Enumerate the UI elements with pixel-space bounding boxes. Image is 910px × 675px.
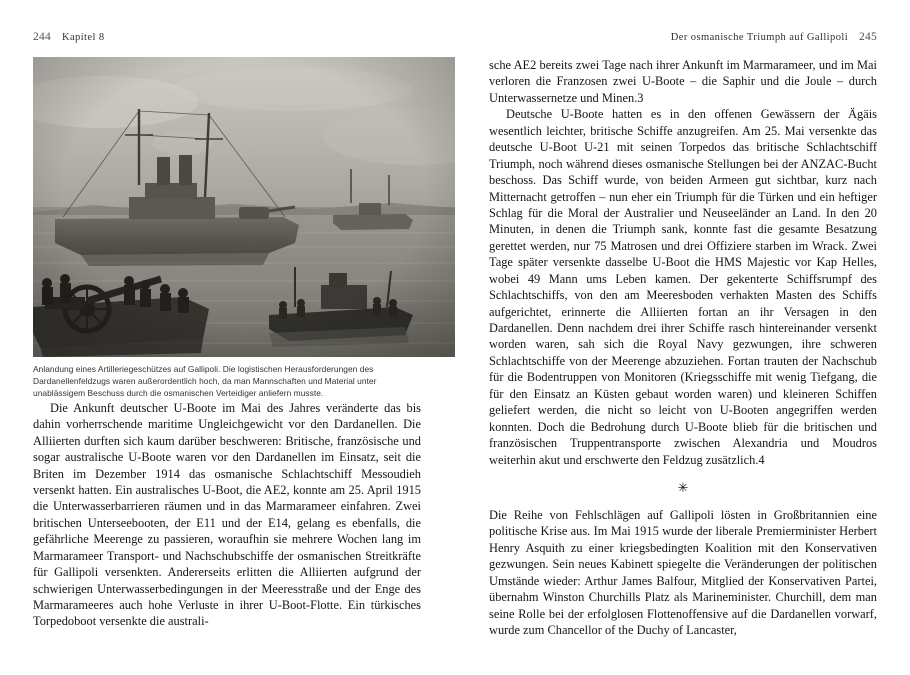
left-page-column [33,57,421,630]
gallipoli-artillery-landing-photo [33,57,455,357]
figure-block [33,57,455,400]
figure-caption: Anlandung eines Artilleriegeschützes auf Gallipoli. Die logistischen Herausforderungen des Dardanellenfeldzugs waren außerordentlich hoch, da man Mannschaften und Material unter unablässigem Beschuss durch die osmanischen Verteidiger anliefern musste. [33,364,377,398]
folio-right: 245 [859,31,877,43]
right-page-column [489,57,877,638]
folio-left: 244 [33,31,51,43]
chapter-label-right: Der osmanische Triumph auf Gallipoli [670,32,849,43]
left-paragraph-1 [33,400,421,630]
running-head-left [33,31,105,43]
right-paragraph-3-text: Die Reihe von Fehlschlägen auf Gallipoli lösten in Großbritannien eine politische Krise aus. Im Mai 1915 wurde der liberale Premierminister Herbert Henry Asquith zu einer kriegsbedingten Koalition mit den Konservativen gezwungen. Sein neues Kabinett spiegelte die Veränderungen der politischen Umstände wieder: Arthur James Balfour, Mitglied der Konservativen Partei, übernahm Winston Churchills Platz als Marineminister. Churchill, dem man seine Rolle bei der erfolglosen Flottenoffensive auf die Dardanellen vorwarf, wurde zum Chancellor of the Duchy of Lancaster, [489,507,877,637]
right-paragraph-1-text: sche AE2 bereits zwei Tage nach ihrer Ankunft im Marmarameer, und im Mai verloren die Franzosen zwei U-Boote – die Saphir und die Joule – durch Unterwassernetze und Minen.3 [489,58,877,105]
right-paragraph-3 [489,507,877,639]
right-paragraph-2 [489,106,877,468]
chapter-label-left: Kapitel 8 [61,32,105,43]
right-paragraph-1 [489,57,877,106]
running-head-right [671,31,877,43]
right-paragraph-2-text: Deutsche U-Boote hatten es in den offenen Gewässern der Ägäis wesentlich leichter, britische Schiffe anzugreifen. Am 25. Mai versenkte das deutsche U-Boot U-21 mit seinen Torpedos das britische Schlachtschiff Triumph, noch während dieses osmanische Stellungen bei der ANZAC-Bucht beschoss. Das Schiff wurde, von beiden Armeen gut sichtbar, kurz nach Mitternacht getroffen – nun eher ein Triumph für die Türken und ein heftiger Schlag für die Moral der Australier und Neuseeländer an Land. In den 20 Minuten, in denen die Triumph sank, konnte fast die gesamte Besatzung gerettet werden, nur 75 Matrosen und drei Offiziere starben im Wrack. Zwei Tage später versenkte dasselbe U-Boot die HMS Majestic vor Kap Helles, wobei 49 Mann ums Leben kamen. Der gekenterte Schiffsrumpf des Schlachtschiffs, von den am Meeresboden verhakten Masten des Schiffs aufgerichtet, erinnerte die Alliierten fortan an ihr Versagen in den Dardanellen. Denn nachdem drei ihrer Schiffe rasch hintereinander versenkt worden waren, sah sich die Royal Navy gezwungen, ihre schweren Schlachtschiffe von der Meerenge abzuziehen. Fortan trauten der Nachschub für die Bodentruppen von Monitoren (Kriegsschiffe mit wenig Tiefgang, die für den Einsatz an Küsten gebaut worden waren) und kleineren Schiffen geliefert werden, die nicht so leicht von U-Booten angegriffen werden konnten. Doch die Bedrohung durch U-Boote blieb für die britischen und französischen Truppentransporte zwischen Alexandria und Moudros weiterhin akut und erschwerte den Feldzug zusätzlich.4 [489,107,877,467]
left-paragraph-1-text: Die Ankunft deutscher U-Boote im Mai des Jahres veränderte das bis dahin vorherrschende maritime Ungleichgewicht vor den Dardanellen. Die Alliierten durften sich kaum darüber beschweren: Britische, französische und sogar australische U-Boote waren vor den Dardanellen im Einsatz, seit die Briten im Dezember 1914 das osmanische Schlachtschiff Messoudieh versenkt hatten. Ein australisches U-Boot, die AE2, konnte am 25. April 1915 die Unterwasserbarrieren räumen und in das Marmarameer einfahren. Zwei britischen Unterseebooten, der E11 und der E14, gelang es ebenfalls, die gefährliche Meerenge zu passieren, woraufhin sie mehrere Wochen lang im Marmarameer Transport- und Nachschubschiffe der osmanischen Streitkräfte für Gallipoli versenkten. Andererseits erlitten die Alliierten aufgrund der schwierigen Unterwasserbedingungen in der Meeresstraße und der Enge des Marmarameeres auch hohe Verluste in ihrer U-Boot-Flotte. Ein türkisches Torpedoboot versenkte die australi- [33,400,421,629]
section-separator: ✳ [677,479,689,495]
